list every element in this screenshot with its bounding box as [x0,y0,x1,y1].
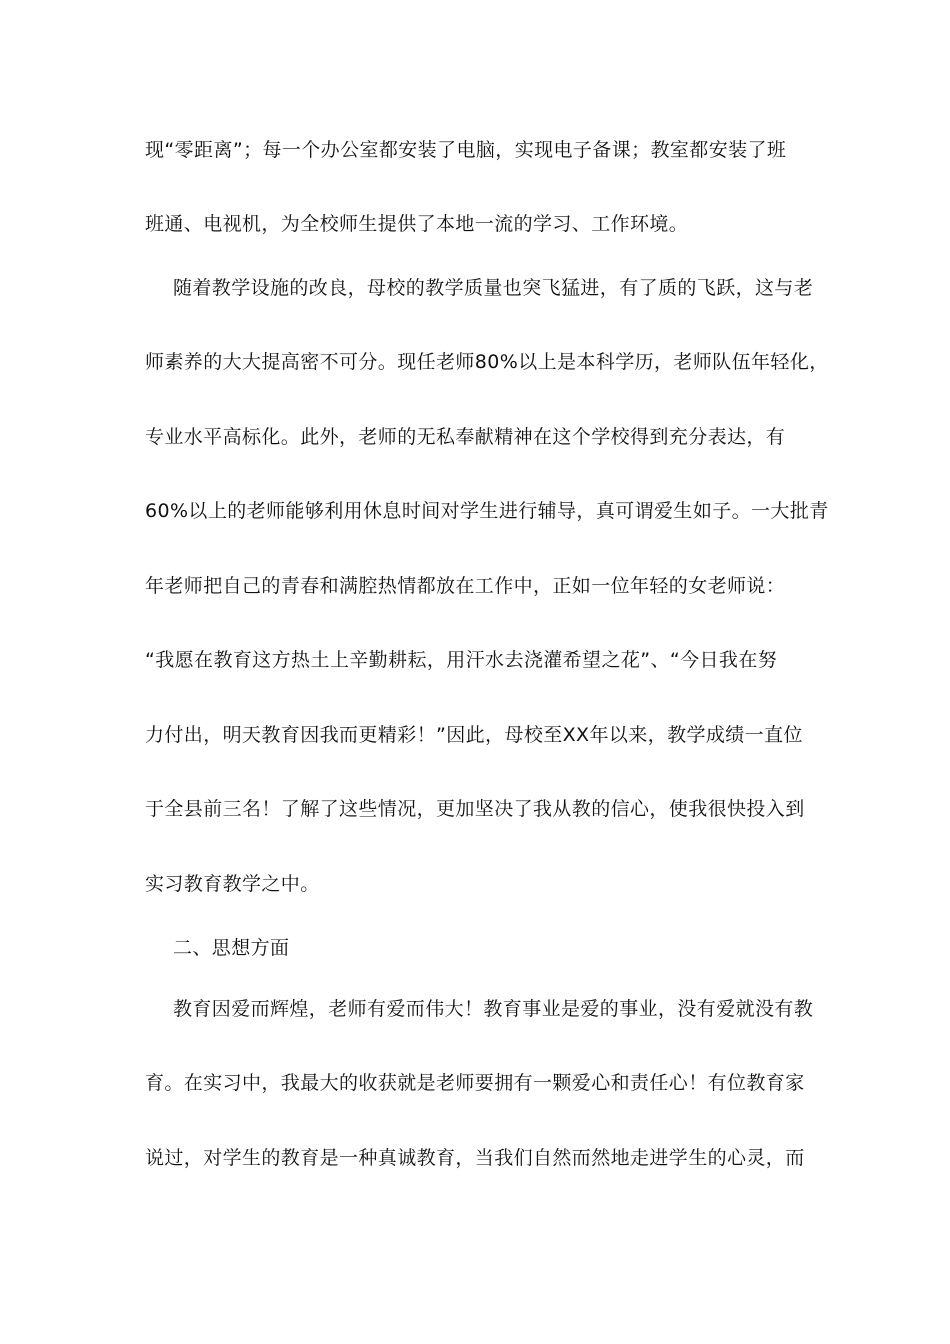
text-line: 教育因爱而辉煌，老师有爱而伟大！教育事业是爱的事业，没有爱就没有教 [173,998,814,1020]
text-line: “我愿在教育这方热土上辛勤耕耘，用汗水去浇灌希望之花”、“今日我在努 [145,649,778,671]
text-line: 育。在实习中，我最大的收获就是老师要拥有一颗爱心和责任心！有位教育家 [145,1072,805,1094]
text-line: 专业水平高标化。此外，老师的无私奉献精神在这个学校得到充分表达，有 [145,426,786,448]
text-line: 随着教学设施的改良，母校的教学质量也突飞猛进，有了质的飞跃，这与老 [173,277,814,299]
text-line: 师素养的大大提高密不可分。现任老师80%以上是本科学历，老师队伍年轻化， [145,351,829,373]
text-line: 实习教育教学之中。 [145,873,320,895]
text-line: 班通、电视机，为全校师生提供了本地一流的学习、工作环境。 [145,213,689,235]
text-line: 年老师把自己的青春和满腔热情都放在工作中，正如一位年轻的女老师说： [145,575,786,597]
text-line: 60%以上的老师能够利用休息时间对学生进行辅导，真可谓爱生如子。一大批青 [145,500,829,522]
text-line: 力付出，明天教育因我而更精彩！”因此，母校至XX年以来，教学成绩一直位 [145,724,803,746]
section-heading: 二、思想方面 [173,937,290,959]
text-line: 说过，对学生的教育是一种真诚教育，当我们自然而然地走进学生的心灵，而 [145,1147,805,1169]
text-line: 于全县前三名！了解了这些情况，更加坚决了我从教的信心，使我很快投入到 [145,798,805,820]
text-line: 现“零距离”；每一个办公室都安装了电脑，实现电子备课；教室都安装了班 [145,139,787,161]
